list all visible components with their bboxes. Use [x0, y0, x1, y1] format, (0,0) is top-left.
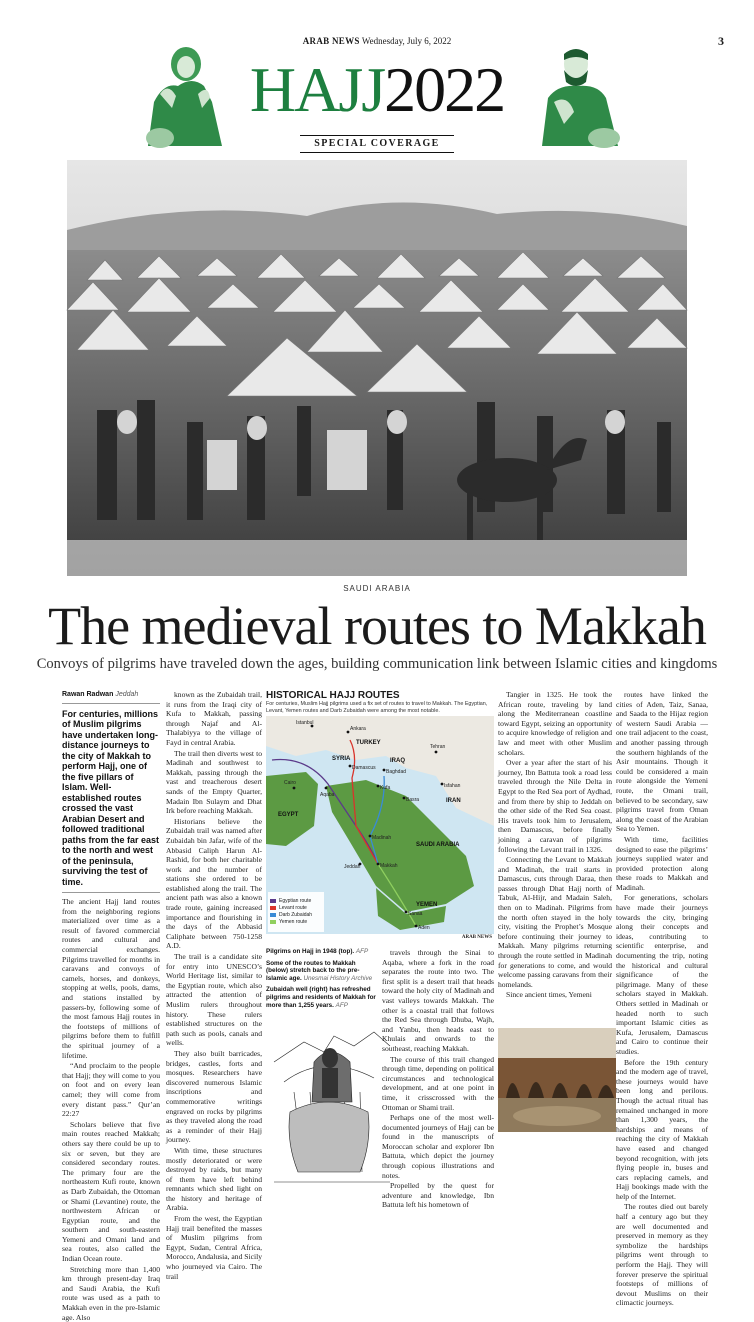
quran-quote: “And proclaim to the people that Hajj; they will come to you on foot and on every lean camel; they will come from every distant pass.” Qur’an 22:27: [62, 1061, 160, 1119]
paragraph: Propelled by the quest for adventure and knowledge, Ibn Battuta left his hometown of: [382, 1181, 494, 1210]
zubaidah-well-photo: [498, 1028, 616, 1132]
article-intro: For centuries, millions of Muslim pilgrims have undertaken long-distance journeys to the city of Makkah to perform Hajj, one of the five pillars of Islam. Well-established routes crossed the vast Arabian Desert and followed traditional paths from the far east to the north and west of the peninsula, surviving the test of time.: [62, 708, 160, 887]
map-label-aqaba: Aqaba: [320, 792, 335, 798]
page-number: 3: [718, 34, 724, 48]
paragraph: From the west, the Egyptian Hajj trail benefited the masses of Muslim pilgrims from Egypt, Sudan, Central Africa, Morocco, Andalusia, and Sicily who journeyed via Cairo. The trail: [166, 1214, 262, 1281]
paragraph: With time, facilities designed to ease the pilgrims’ journeys supplied water and provided protection along these roads to Makkah and Madinah.: [616, 834, 708, 892]
paragraph: Since ancient times, Yemeni: [506, 990, 592, 1000]
map-country-yemen: YEMEN: [416, 902, 438, 908]
map-title: HISTORICAL HAJJ ROUTES: [266, 690, 400, 701]
paragraph: Over a year after the start of his journey, Ibn Battuta took a road less traveled through the Nile Delta in Egypt to the Red Sea port of Aydhad, and from there by ship to Jeddah on the other side of the Red Sea coast. His travels took him to Jerusalem, then Damascus, before finally joining a caravan of pilgrims following the Levant trail in 1326.: [498, 758, 612, 854]
map-country-syria: SYRIA: [332, 756, 351, 762]
paragraph: Perhaps one of the most well-documented journeys of Hajj can be found in the manuscripts of Moroccan scholar and explorer Ibn Battuta, which depict the journey through copious illustrations and notes.: [382, 1113, 494, 1180]
masthead-line: [0, 36, 754, 46]
special-coverage-label: SPECIAL COVERAGE: [314, 138, 440, 149]
paragraph: With time, these structures mostly deteriorated or were destroyed by raids, but many of them have left behind remnants which shed light on the history and heritage of Arabia.: [166, 1145, 262, 1213]
map-credit: ARAB NEWS: [461, 935, 492, 940]
paragraph: Historians believe the Zubaidah trail was named after Zubaidah bin Jafar, wife of the Abbasid Caliph Harun Al-Rashid, for both her charitable work and the number of stations she ordered to be established along the trail. The ancient path was also a known trade route, gaining increased importance and flourishing in the days of the Abbasid Caliphate between 750-1258 A.D.: [166, 816, 262, 951]
paragraph: The course of this trail changed through time, depending on political circumstances and technological development, and at one point in time, it crisscrossed with the Ottoman or Shami trail.: [382, 1054, 494, 1112]
map-country-saudi-arabia: SAUDI ARABIA: [416, 842, 460, 848]
byline: [62, 690, 160, 700]
paragraph: Stretching more than 1,400 km through present-day Iraq and Saudi Arabia, the Kufi route was used as a path to Makkah even in the pre-Islamic age. Also: [62, 1264, 160, 1322]
article-column-3: [382, 948, 494, 1210]
masthead-rule-top: [300, 135, 454, 136]
legend-swatch: [270, 920, 276, 924]
map-label-damascus: Damascus: [352, 765, 376, 771]
pilgrims-1948-photo: [67, 160, 687, 576]
paragraph: Scholars believe that five main routes reached Makkah; others say there could be up to six or seven, but they are considered secondary routes. The primary four are the northeastern Kufi route, known as Darb Zubaidah, the Ottoman or Shami (Levantine) route, the northwestern African or Egyptian route, and the southern and south-eastern Yemeni and Omani land and sea routes, also called the Indian Ocean route.: [62, 1119, 160, 1264]
map-label-isfahan: Isfahan: [444, 783, 461, 789]
map-label-tehran: Tehran: [430, 744, 446, 750]
article-column-4: [498, 690, 612, 1024]
map-label-jeddah: Jeddah: [344, 864, 361, 870]
paragraph: The ancient Hajj land routes from the neighboring regions materialized over time as a result of favored commercial routes and cultural and commercial exchanges. Pilgrims travelled for months in caravans and convoys of camels, horses, and donkeys, stopping at wells, pools, dams, and stations installed by passers-by, following some of the most famous Hajj routes in the footsteps of millions of pilgrims before them to fulfill the spiritual journey of a lifetime.: [62, 897, 160, 1060]
paragraph: Before the 19th century and the modern age of travel, these journeys would have been long and perilous. Though the actual ritual has remained unchanged in more than 1,300 years, the hardships and means of reaching the city of Makkah have eased and changed beyond recognition, with jets flying people in, buses and cars replacing camels, and Hajj bookings made with the help of the Internet.: [616, 1057, 708, 1201]
byline-rule: [62, 703, 160, 704]
map-label-kufa: Kufa: [380, 785, 391, 791]
hajj-word: HAJJ: [249, 54, 385, 125]
paragraph: Tangier in 1325. He took the African route, traveling by land along the Mediterranean coastline toward Egypt, seizing an opportunity to acquire knowledge of religion and law and meet with other Muslim scholars.: [498, 690, 612, 757]
dateline-location: Jeddah: [115, 691, 139, 698]
legend-swatch: [270, 899, 276, 903]
author-name: Rawan Radwan: [62, 691, 114, 698]
caravan-engraving: [264, 1022, 400, 1192]
paragraph: The trail is a candidate site for entry into UNESCO’s World Heritage list, similar to the Egyptian route, which also attracted the attention of Muslim rulers throughout history. These rulers established structures on the path such as pools, canals and wells.: [166, 952, 262, 1048]
issue-date: Wednesday, July 6, 2022: [361, 36, 452, 46]
routes-caption: Some of the routes to Makkah (below) stretch back to the pre-Islamic age. Unesmai History Archive: [266, 959, 373, 982]
map-country-egypt: EGYPT: [278, 812, 299, 818]
map-country-iran: IRAN: [446, 798, 461, 804]
paragraph: known as the Zubaidah trail, it runs from the Iraqi city of Kufa to Makkah, passing through Najaf and Al-Thalabiyya to the village of Fayd in central Arabia.: [166, 690, 262, 747]
map-subtitle: For centuries, Muslim Hajj pilgrims used a fix set of routes to travel to Makkah. The Egyptian, Levant, Yemen routes and Darb Zubaidah were among the most notable.: [266, 701, 488, 714]
article-standfirst: Convoys of pilgrims have traveled down the ages, building communication link between Islamic cities and kingdoms: [36, 656, 718, 672]
masthead-rule-bottom: [300, 152, 454, 153]
hajj-2022-logo: [0, 54, 754, 125]
article-column-1: [62, 690, 160, 1322]
legend-yemen-route: Yemen route: [270, 919, 312, 926]
intro-rule: [62, 892, 160, 893]
article-column-2: [166, 690, 262, 1281]
section-kicker: SAUDI ARABIA: [343, 584, 411, 593]
map-label-sanaa: Sanaa: [408, 911, 423, 917]
paragraph: The trail then diverts west to Madinah and southwest to Makkah, passing through the vast and treacherous desert sands of the Empty Quarter, Madain Ibn Sulaym and Dhat Irk before reaching Makkah.: [166, 748, 262, 816]
historical-hajj-routes-map: [266, 690, 494, 942]
paragraph: For generations, scholars have made their journeys towards the city, bringing along their concepts and ideas, contributing to scientific enterprise, and documenting the trip, noting the historical and cultural significance of the pilgrimage. Many of these scholars stayed in Makkah. Others settled in Madinah or headed north to such important Islamic cities as Kufa, Jerusalem, Damascus and Cairo to continue their studies.: [616, 893, 708, 1056]
map-legend-list: [270, 898, 312, 926]
photo-caption: Pilgrims on Hajj in 1948 (top). AFP: [266, 948, 369, 955]
map-country-turkey: TURKEY: [356, 740, 381, 746]
paragraph: They also built barricades, bridges, castles, forts and mosques. Researchers have discovered numerous Islamic inscriptions and commemorative writings engraved on rocks by pilgrims as they traveled along the road as a reminder of their Hajj journey.: [166, 1048, 262, 1145]
paragraph: travels through the Sinai to Aqaba, where a fork in the road separates the route into two. The first split is a desert trail that heads toward the holy city of Madinah and vast valleys towards Makkah. The other is a coastal trail that follows the Red Sea through Dhuba, Wajh, and Yanbu, then heads east to Khulais and onwards to the southeast, reaching Makkah.: [382, 948, 494, 1053]
paragraph: Connecting the Levant to Makkah and Madinah, the trail starts in Damascus, cuts through Daraa, then passes through Dhat Hajj north of Tabuk, Al-Hijr, and Madain Saleh, then on to Madinah. Pilgrims from the north often stayed in the holy city, visiting the Prophet’s Mosque before continuing their journey to Makkah. Many pilgrims returning through the route settled in Madinah for generations to come, and would welcome passing caravans from their homelands.: [498, 855, 612, 989]
well-caption: Zubaidah well (right) has refreshed pilgrims and residents of Makkah for more than 1,255 years. AFP: [266, 986, 376, 1009]
map-label-baghdad: Baghdad: [386, 769, 407, 775]
legend-egyptian-route: Egyptian route: [270, 898, 312, 905]
map-label-istanbul: Istanbul: [296, 720, 314, 726]
map-label-madinah: Madinah: [372, 835, 392, 841]
publication-name: ARAB NEWS: [302, 36, 360, 46]
paragraph: The routes died out barely half a century ago but they are well documented and preserved in memory as they symbolize the hardships pilgrims went through to perform the Hajj. They will forever preserve the spiritual footsteps of millions of devout Muslims on their climactic journeys.: [616, 1202, 708, 1308]
photo-captions: [266, 948, 376, 1009]
legend-swatch: [270, 913, 276, 917]
map-country-iraq: IRAQ: [390, 758, 405, 764]
legend-swatch: [270, 906, 276, 910]
article-headline: The medieval routes to Makkah: [48, 596, 706, 656]
map-label-aden: Aden: [418, 925, 430, 931]
map-label-makkah: Makkah: [380, 863, 398, 869]
map-label-ankara: Ankara: [350, 726, 366, 732]
paragraph: routes have linked the cities of Aden, Taiz, Sanaa, and Saada to the Hijaz region of western Saudi Arabia — one trail adjacent to the coast, and another passing through the southern highlands of the Asir mountains. Though it could be considered a main route alongside the Yemeni route, the Omani trail, believed to be secondary, saw pilgrims travel from Oman along the coast of the Arabian Sea to Yemen.: [616, 690, 708, 834]
legend-darb-zubaidah: Darb Zubaidah: [270, 912, 312, 919]
map-label-cairo: Cairo: [284, 780, 296, 786]
article-column-5: [616, 690, 708, 1308]
map-label-basra: Basra: [406, 797, 420, 803]
hajj-year: 2022: [384, 54, 505, 125]
legend-levant-route: Levant route: [270, 905, 312, 912]
